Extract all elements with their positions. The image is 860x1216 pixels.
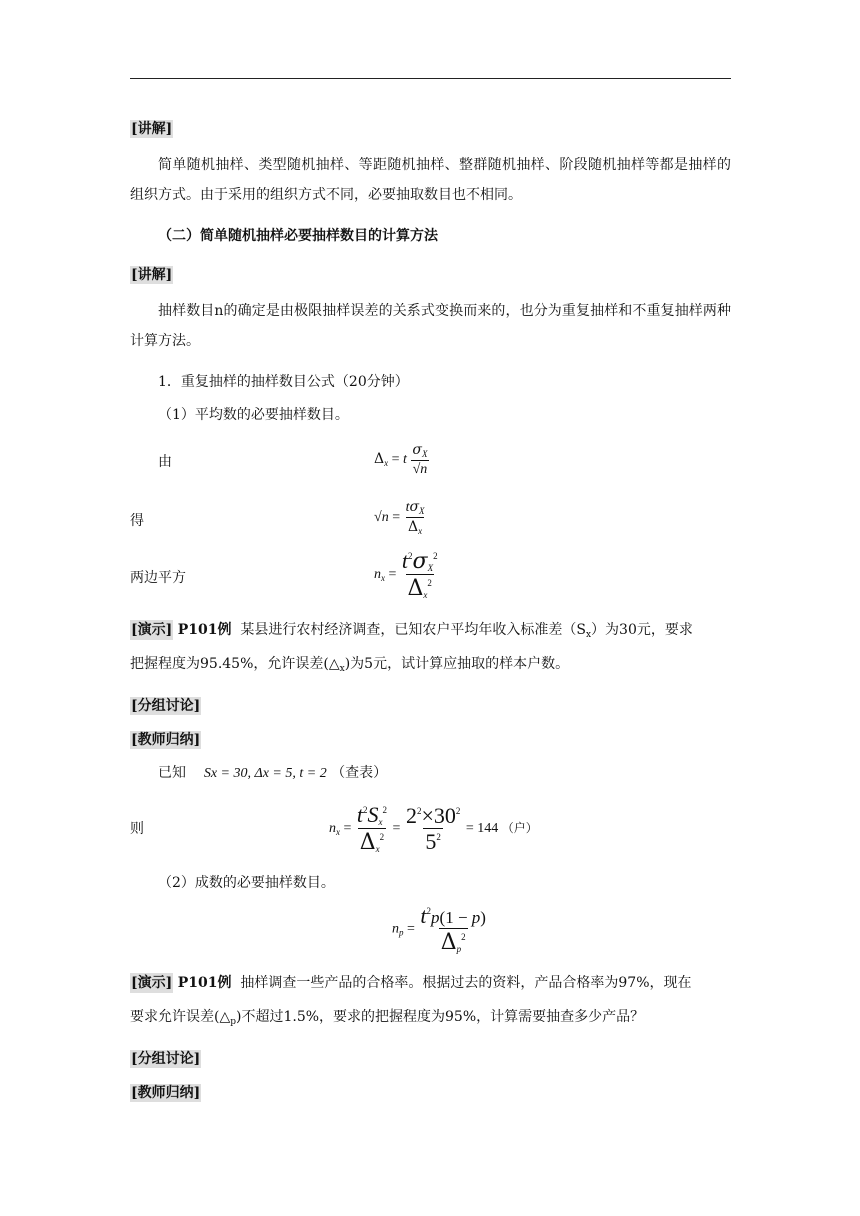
- result-value: 144: [477, 821, 499, 837]
- demo-1-line-1: [演示] P101例 某县进行农村经济调查，已知农户平均年收入标准差$(S_x)$为30元，要求: [131, 622, 693, 640]
- demo-2-line-2: 要求允许误差$(\triangle_p)$不超过1.5%，要求的把握程度为95%，计算需要抽查多少产品？: [130, 1009, 645, 1027]
- label-ze: 则: [130, 821, 144, 837]
- formula-result: $n_x$ = $\frac{t^2S_x^2}{\Delta_x^2}$ = $\frac{2^2\times 30^2}{5^2}$ = 144 （户）: [329, 802, 538, 855]
- known-line: 已知 Sx = 30, Δx = 5, t = 2 （查表）: [158, 765, 388, 781]
- paragraph-sample-size: 抽样数目n的确定是由极限抽样误差的关系式变换而来的，也分为重复抽样和不重复抽样两种计算方法。: [130, 303, 731, 349]
- formula-nx: $n_x$ = $\frac{t^2\sigma_X^2}{\Delta_x^2}$: [374, 548, 438, 601]
- tag-group-discussion-1: [分组讨论]: [131, 698, 201, 714]
- formula-np: $n_p$ = $\frac{t^2p(1 - p)}{\Delta_p^2}$: [392, 903, 486, 955]
- item-repeat-sampling: 1．重复抽样的抽样数目公式（20分钟）: [158, 374, 409, 390]
- label-square: 两边平方: [130, 570, 186, 586]
- tag-group-discussion-2: [分组讨论]: [131, 1051, 201, 1067]
- item-mean-sample-size: （1）平均数的必要抽样数目。: [158, 407, 349, 423]
- label-you: 由: [158, 454, 172, 470]
- tag-demo-2: [演示]: [131, 975, 173, 991]
- tag-lecture-2: [讲解]: [131, 267, 173, 283]
- formula-delta-x: $\Delta_x = t$ $\frac{\sigma_X}{√n}$: [374, 442, 428, 477]
- item-proportion-sample-size: （2）成数的必要抽样数目。: [158, 875, 335, 891]
- demo-2-line-1: [演示] P101例 抽样调查一些产品的合格率。根据过去的资料，产品合格率为97%，现在: [131, 975, 692, 991]
- tag-teacher-summary-2: [教师归纳]: [131, 1085, 201, 1101]
- formula-sqrt-n: √n = $\frac{t\sigma_X}{\Delta_x}$: [374, 499, 425, 536]
- tag-demo-1: [演示]: [131, 622, 173, 638]
- demo-1-ref: P101例: [177, 622, 232, 638]
- known-values: Sx = 30, Δx = 5, t = 2: [203, 766, 327, 781]
- paragraph-sampling-methods: 简单随机抽样、类型随机抽样、等距随机抽样、整群随机抽样、阶段随机抽样等都是抽样的组织方式。由于采用的组织方式不同，必要抽取数目也不相同。: [130, 157, 731, 203]
- header-rule: [130, 78, 731, 79]
- tag-teacher-summary-1: [教师归纳]: [131, 732, 201, 748]
- label-de: 得: [130, 513, 144, 529]
- demo-2-ref: P101例: [177, 975, 232, 991]
- tag-lecture-1: [讲解]: [131, 121, 173, 137]
- section-heading: （二）简单随机抽样必要抽样数目的计算方法: [158, 228, 438, 244]
- demo-1-line-2: 把握程度为95.45%，允许误差$(\triangle_x)$为5元，试计算应抽取的样本户数。: [130, 656, 570, 674]
